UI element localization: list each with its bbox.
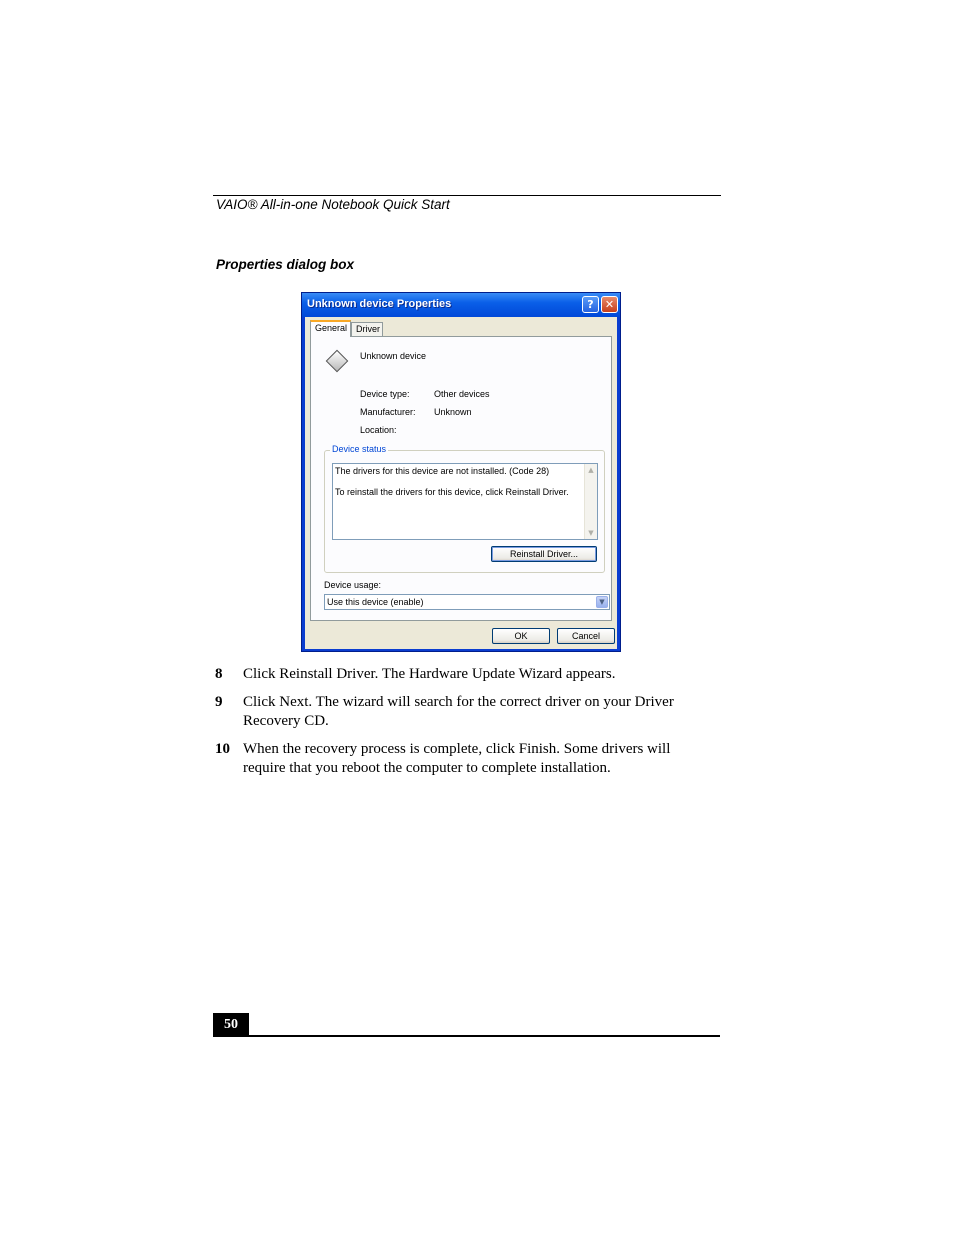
device-status-textbox[interactable] (332, 463, 598, 540)
tab-general[interactable]: General (310, 320, 351, 337)
device-usage-select[interactable] (324, 594, 610, 610)
manufacturer-label: Manufacturer: (360, 407, 416, 417)
dialog-title: Unknown device Properties (307, 298, 452, 310)
device-type-value: Other devices (434, 389, 490, 399)
header-rule (213, 195, 721, 196)
help-button[interactable]: ? (582, 296, 599, 313)
location-label: Location: (360, 425, 397, 435)
close-button[interactable]: ✕ (601, 296, 618, 313)
step-text: Click Next. The wizard will search for the correct driver on your Driver Recovery CD. (243, 694, 674, 729)
unknown-device-icon (326, 350, 349, 373)
status-scrollbar[interactable] (584, 464, 597, 539)
properties-dialog (301, 292, 621, 652)
footer-rule (213, 1035, 720, 1037)
general-tab-panel (310, 336, 612, 621)
status-line: The drivers for this device are not installed. (Code 28) (335, 466, 550, 476)
ok-button[interactable]: OK (492, 628, 550, 644)
manufacturer-value: Unknown (434, 407, 472, 417)
step-number: 8 (215, 666, 223, 682)
running-head: VAIO® All-in-one Notebook Quick Start (216, 197, 450, 212)
device-name: Unknown device (360, 351, 427, 361)
dialog-titlebar[interactable] (302, 293, 620, 317)
device-status-legend: Device status (332, 444, 387, 454)
tab-driver[interactable]: Driver (351, 322, 383, 337)
step-number: 9 (215, 694, 223, 710)
cancel-button[interactable]: Cancel (557, 628, 615, 644)
chevron-down-icon[interactable]: ▼ (596, 596, 608, 608)
scroll-up-icon[interactable]: ▲ (588, 466, 594, 474)
device-type-label: Device type: (360, 389, 410, 399)
figure-caption: Properties dialog box (216, 257, 355, 272)
scroll-down-icon[interactable]: ▼ (588, 529, 594, 537)
device-usage-label: Device usage: (324, 580, 382, 590)
step-number: 10 (215, 741, 230, 757)
device-usage-value: Use this device (enable) (327, 597, 424, 607)
page-number: 50 (213, 1013, 249, 1037)
step-text: Click Reinstall Driver. The Hardware Update Wizard appears. (243, 666, 616, 682)
dialog-client-area (305, 317, 617, 649)
step-text: When the recovery process is complete, click Finish. Some drivers will require that you reboot the computer to complete installation. (243, 741, 671, 776)
device-status-group (324, 444, 605, 573)
status-line: To reinstall the drivers for this device, click Reinstall Driver. (335, 487, 569, 497)
reinstall-driver-button[interactable]: Reinstall Driver... (491, 546, 597, 562)
